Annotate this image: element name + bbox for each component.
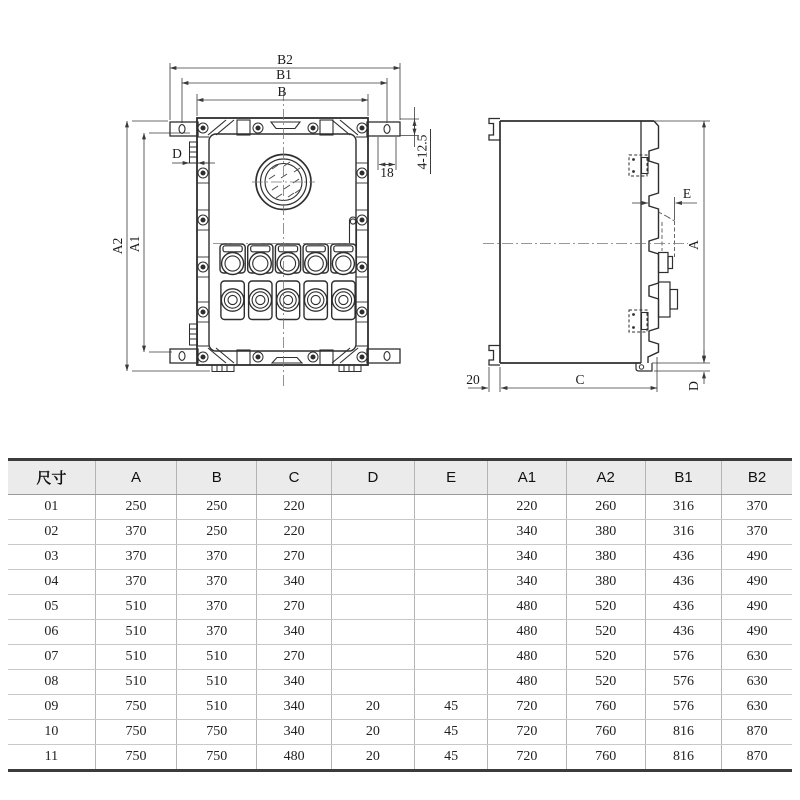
hidden-contour (659, 212, 675, 257)
ear-hole (179, 352, 185, 361)
dimension-value: 510 (95, 645, 176, 670)
dimension-value (415, 620, 488, 645)
dimension-value (331, 645, 414, 670)
table-row (8, 695, 792, 720)
dim-label-18: 18 (380, 165, 394, 180)
dimension-value: 720 (488, 695, 566, 720)
dimension-value: 870 (722, 720, 792, 745)
dimension-value: 480 (488, 620, 566, 645)
dimension-value: 520 (566, 620, 645, 645)
dimension-value: 20 (331, 745, 414, 771)
dimension-value: 340 (488, 570, 566, 595)
ear-hole (384, 125, 390, 134)
table-row (8, 620, 792, 645)
dimension-value: 380 (566, 545, 645, 570)
column-header-a1: A1 (488, 460, 566, 495)
dimension-value: 340 (257, 620, 331, 645)
dimension-value: 270 (257, 545, 331, 570)
dimension-value: 340 (488, 545, 566, 570)
ear-hole (179, 125, 185, 134)
column-header-a: A (95, 460, 176, 495)
dimension-value: 490 (722, 570, 792, 595)
dimension-value: 630 (722, 645, 792, 670)
dimension-value: 490 (722, 545, 792, 570)
row-size-label: 11 (44, 749, 59, 764)
front-dimensions (110, 52, 431, 371)
corner-gussets (208, 120, 358, 363)
table-row (8, 720, 792, 745)
column-header-d: D (331, 460, 414, 495)
row-size-label: 06 (8, 620, 95, 645)
dimension-value: 750 (177, 720, 257, 745)
ear-hole (384, 352, 390, 361)
dimension-value: 750 (95, 695, 176, 720)
dimension-value: 520 (566, 595, 645, 620)
column-header-e: E (415, 460, 488, 495)
dim-label-c: C (575, 372, 585, 387)
dimension-value: 510 (177, 645, 257, 670)
dim-label-holes: 4-12.5 (414, 134, 430, 170)
dimension-value: 720 (488, 745, 566, 771)
dimension-value (331, 570, 414, 595)
dimension-value: 45 (415, 745, 488, 771)
glass-hatching (269, 162, 301, 198)
dimension-value: 20 (331, 695, 414, 720)
table-row (8, 545, 792, 570)
row-size-label: 08 (8, 670, 95, 695)
dimension-value (415, 545, 488, 570)
dimension-value: 370 (95, 520, 176, 545)
dimension-value: 760 (566, 720, 645, 745)
dimension-value (415, 645, 488, 670)
side-dimensions (466, 121, 710, 392)
dim-label-a1: A1 (127, 235, 142, 253)
dimension-value: 816 (645, 745, 721, 771)
dimension-value: 510 (177, 670, 257, 695)
dimension-value: 370 (722, 520, 792, 545)
dimension-value: 630 (722, 695, 792, 720)
table-header-row (8, 460, 792, 495)
table-row (8, 495, 792, 520)
dimension-value: 750 (177, 745, 257, 771)
dimension-value (331, 520, 414, 545)
cover-clamps (237, 120, 333, 365)
dimension-value: 340 (257, 695, 331, 720)
front-view (170, 90, 400, 386)
dimension-value: 870 (722, 745, 792, 771)
table-body (8, 495, 792, 771)
feet (212, 365, 361, 372)
dimension-value: 750 (95, 720, 176, 745)
dimension-value: 520 (566, 645, 645, 670)
dimension-value: 480 (488, 595, 566, 620)
dimension-value: 316 (645, 520, 721, 545)
dimension-value: 45 (415, 695, 488, 720)
dimension-value: 340 (257, 570, 331, 595)
dimension-value: 480 (488, 645, 566, 670)
dimension-value (415, 495, 488, 520)
dimension-value: 510 (95, 595, 176, 620)
dimension-value: 220 (257, 495, 331, 520)
dimension-value: 250 (177, 520, 257, 545)
dimension-value (331, 595, 414, 620)
side-foot (636, 363, 652, 371)
row-size-label: 10 (8, 720, 95, 745)
column-header-b2: B2 (722, 460, 792, 495)
table-row (8, 595, 792, 620)
dimension-value: 510 (95, 620, 176, 645)
mounting-ears (170, 122, 400, 363)
dimension-value: 760 (566, 695, 645, 720)
dimension-value: 370 (95, 570, 176, 595)
dimension-value: 436 (645, 570, 721, 595)
dimension-value: 20 (331, 720, 414, 745)
dim-label-b: B (277, 84, 287, 99)
dimension-table-section (8, 458, 792, 772)
table-header (8, 460, 792, 495)
table-row (8, 570, 792, 595)
dimension-value: 340 (488, 520, 566, 545)
dimension-value: 250 (95, 495, 176, 520)
dimension-value: 220 (488, 495, 566, 520)
column-header-size: 尺寸 (8, 460, 95, 495)
dimension-table (8, 458, 792, 772)
dimension-value: 380 (566, 570, 645, 595)
dimension-value: 490 (722, 595, 792, 620)
dim-label-d-front: D (172, 146, 182, 161)
column-header-b1: B1 (645, 460, 721, 495)
dimension-value: 510 (95, 670, 176, 695)
side-operators (659, 253, 678, 318)
dimension-value: 750 (95, 745, 176, 771)
column-header-c: C (257, 460, 331, 495)
dimension-value: 370 (177, 545, 257, 570)
dimension-value (415, 570, 488, 595)
table-row (8, 645, 792, 670)
dimension-value: 576 (645, 670, 721, 695)
hinge-bracket-top (489, 119, 500, 141)
dimension-value: 510 (177, 695, 257, 720)
dimension-value: 370 (722, 495, 792, 520)
row-size-label: 02 (8, 520, 95, 545)
cover-profile (648, 121, 659, 363)
dimension-value (331, 620, 414, 645)
dimension-value: 436 (645, 595, 721, 620)
dimension-value: 340 (257, 720, 331, 745)
dimension-value (415, 595, 488, 620)
dimension-value: 316 (645, 495, 721, 520)
dim-label-a: A (686, 240, 701, 250)
dimension-value: 576 (645, 645, 721, 670)
dim-label-b1: B1 (276, 67, 292, 82)
row-size-label: 01 (8, 495, 95, 520)
dim-label-b2: B2 (277, 52, 293, 67)
dimension-value: 630 (722, 670, 792, 695)
dimension-value (331, 670, 414, 695)
dimension-value: 436 (645, 620, 721, 645)
table-row (8, 520, 792, 545)
switch-row (220, 244, 356, 275)
row-size-label: 07 (8, 645, 95, 670)
dimension-value: 490 (722, 620, 792, 645)
row-size-label: 04 (8, 570, 95, 595)
dimension-value: 370 (177, 570, 257, 595)
dimension-value: 720 (488, 720, 566, 745)
dimension-value: 480 (488, 670, 566, 695)
dimension-value: 260 (566, 495, 645, 520)
dimension-value (415, 520, 488, 545)
dimension-value: 370 (177, 620, 257, 645)
dim-label-20: 20 (466, 372, 480, 387)
dimension-value: 270 (257, 645, 331, 670)
table-row (8, 670, 792, 695)
row-size-label: 09 (8, 695, 95, 720)
dimension-value (331, 495, 414, 520)
dimension-value: 370 (177, 595, 257, 620)
side-view (483, 119, 688, 372)
dim-label-e: E (682, 186, 692, 201)
dimension-value: 380 (566, 520, 645, 545)
dimension-value: 816 (645, 720, 721, 745)
dimension-value: 480 (257, 745, 331, 771)
dimension-value: 250 (177, 495, 257, 520)
table-row (8, 745, 792, 771)
dimension-value: 220 (257, 520, 331, 545)
column-header-a2: A2 (566, 460, 645, 495)
button-row (221, 281, 355, 320)
dimension-value (415, 670, 488, 695)
dim-label-a2: A2 (110, 237, 125, 255)
row-size-label: 05 (8, 595, 95, 620)
dimension-value: 436 (645, 545, 721, 570)
dim-label-d-side: D (686, 381, 701, 391)
row-size-label: 03 (8, 545, 95, 570)
dimension-value: 520 (566, 670, 645, 695)
dimension-value: 760 (566, 745, 645, 771)
hinge-bracket-bottom (489, 346, 500, 366)
dimension-value: 576 (645, 695, 721, 720)
column-header-b: B (177, 460, 257, 495)
dimension-value: 370 (95, 545, 176, 570)
dimension-value: 340 (257, 670, 331, 695)
dimension-value: 45 (415, 720, 488, 745)
dimension-value: 270 (257, 595, 331, 620)
dimension-value (331, 545, 414, 570)
